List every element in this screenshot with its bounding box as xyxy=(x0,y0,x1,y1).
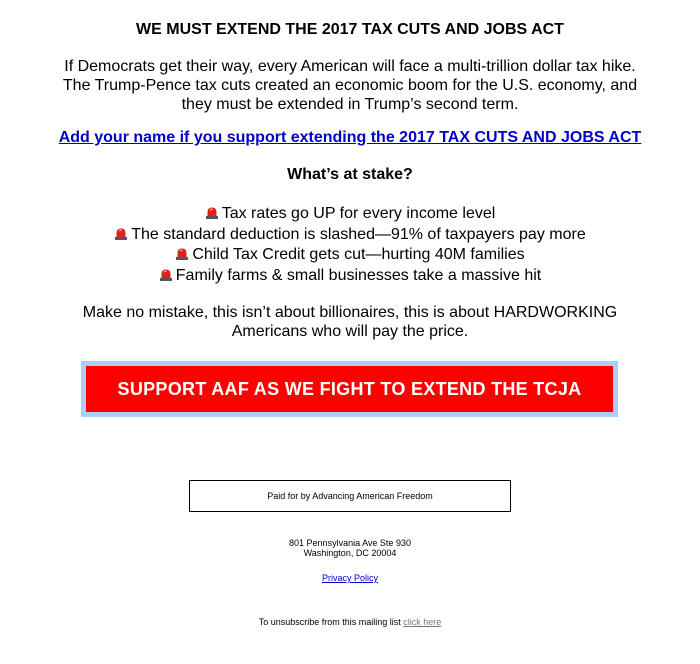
privacy-container xyxy=(0,572,700,584)
mailing-address xyxy=(0,538,700,558)
siren-icon xyxy=(114,226,128,239)
closing-line: Make no mistake, this isn’t about billionaires, this is about HARDWORKING xyxy=(82,304,618,321)
cta-link-container xyxy=(0,128,700,148)
siren-icon xyxy=(205,205,219,218)
list-item xyxy=(0,245,700,266)
list-item xyxy=(0,266,700,287)
stake-list xyxy=(0,204,700,286)
support-aaf-button[interactable]: SUPPORT AAF AS WE FIGHT TO EXTEND THE TCJA xyxy=(86,366,613,412)
list-item xyxy=(0,204,700,225)
headline: WE MUST EXTEND THE 2017 TAX CUTS AND JOBS ACT xyxy=(136,21,564,38)
unsubscribe-line xyxy=(0,616,700,628)
closing-paragraph xyxy=(40,303,660,341)
closing-line: Americans who will pay the price. xyxy=(231,323,469,340)
add-your-name-link[interactable]: Add your name if you support extending the 2017 TAX CUTS AND JOBS ACT xyxy=(58,129,642,146)
paid-for-disclaimer: Paid for by Advancing American Freedom xyxy=(189,480,511,512)
unsubscribe-text: To unsubscribe from this mailing list xyxy=(258,617,401,627)
intro-line: The Trump-Pence tax cuts created an economic boom for the U.S. economy, and xyxy=(62,77,638,94)
siren-icon xyxy=(159,267,173,280)
stake-item-text: Child Tax Credit gets cut—hurting 40M families xyxy=(192,246,525,263)
privacy-policy-link[interactable]: Privacy Policy xyxy=(321,573,378,583)
unsubscribe-link[interactable]: click here xyxy=(403,617,442,627)
stake-item-text: Tax rates go UP for every income level xyxy=(221,205,496,222)
intro-line: If Democrats get their way, every American will face a multi-trillion dollar tax hike. xyxy=(64,58,636,75)
intro-line: they must be extended in Trump’s second term. xyxy=(181,96,519,113)
siren-icon xyxy=(175,246,189,259)
stake-item-text: The standard deduction is slashed—91% of taxpayers pay more xyxy=(131,225,586,243)
stake-title: What’s at stake? xyxy=(287,166,413,183)
address-line: Washington, DC 20004 xyxy=(303,548,397,558)
support-button-frame xyxy=(81,361,618,417)
intro-paragraph xyxy=(40,57,660,114)
stake-item-text: Family farms & small businesses take a massive hit xyxy=(175,266,542,284)
list-item xyxy=(0,225,700,246)
address-line: 801 Pennsylvania Ave Ste 930 xyxy=(289,538,411,548)
